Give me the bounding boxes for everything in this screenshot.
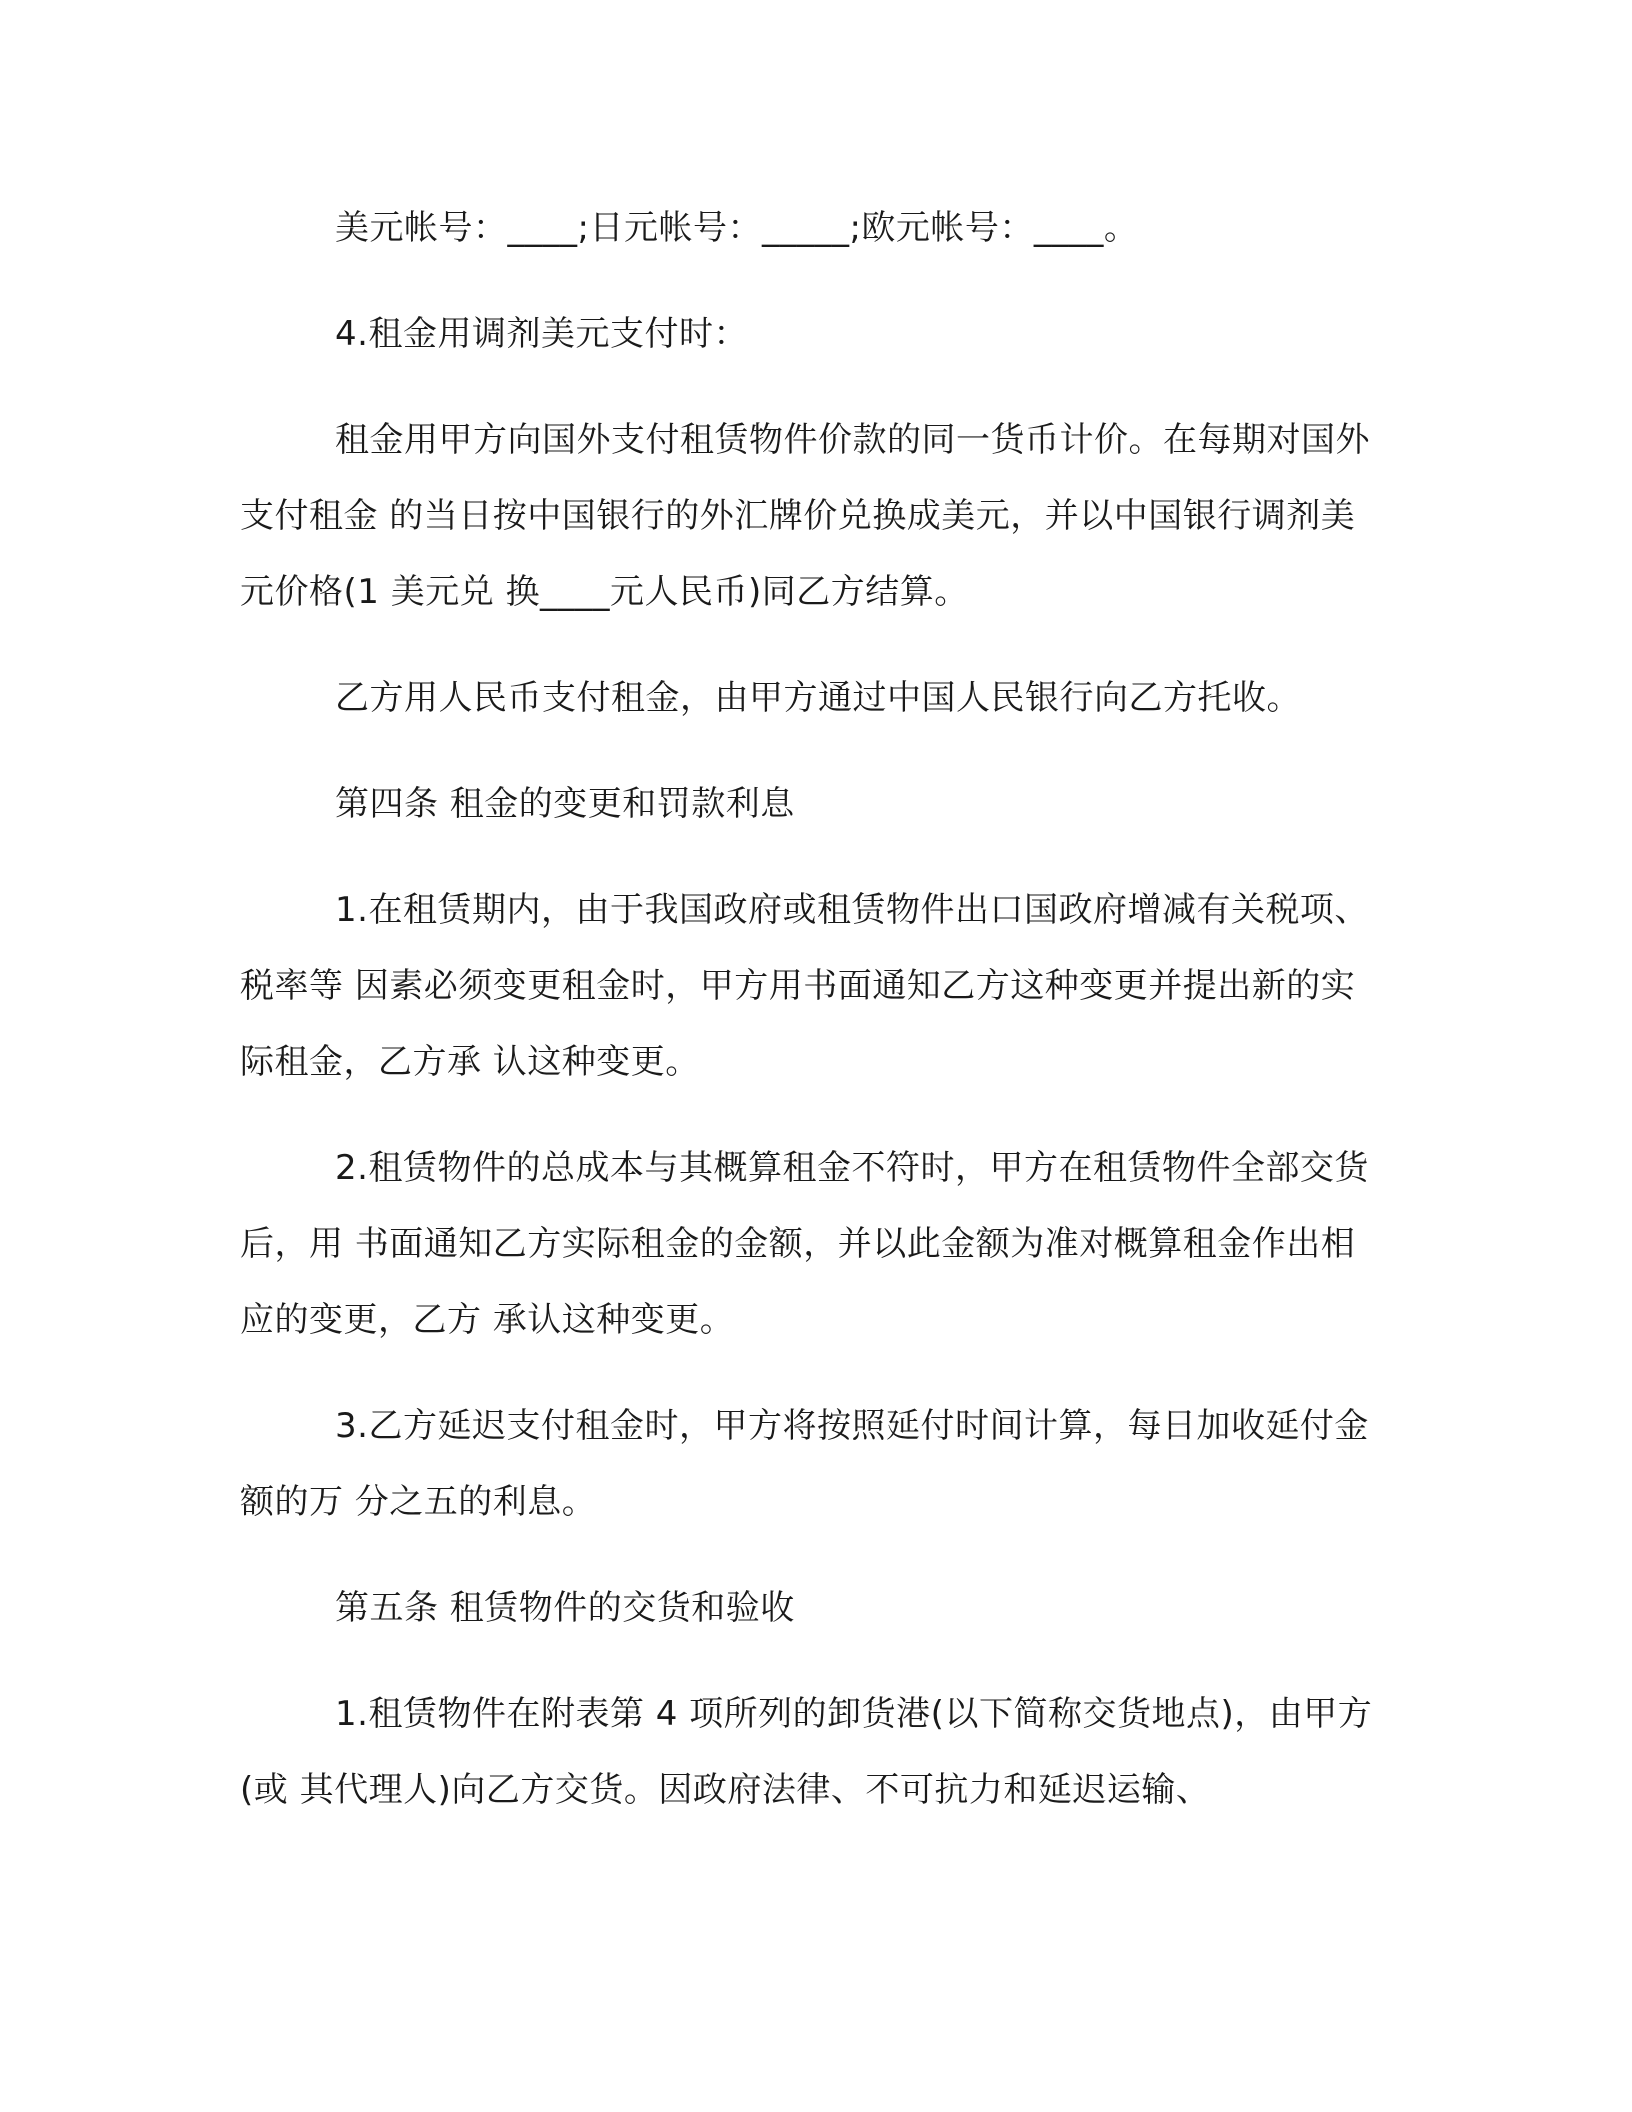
- article-four-heading: 第四条 租金的变更和罚款利息: [335, 784, 795, 824]
- paragraph-rent-change-cost: 2.租赁物件的总成本与其概算租金不符时，甲方在租赁物件全部交货后，用 书面通知乙方实际租金的金额，并以此金额为准对概算租金作出相应的变更，乙方 承认这种变更。: [240, 1148, 1369, 1340]
- paragraph-delivery-port: 1.租赁物件在附表第 4 项所列的卸货港(以下简称交货地点)，由甲方(或 其代理人)向乙方交货。因政府法律、不可抗力和延迟运输、: [240, 1694, 1373, 1810]
- paragraph-adjusted-usd-payment: 4.租金用调剂美元支付时：: [335, 314, 748, 354]
- document-page: [240, 190, 1380, 1858]
- article-five-heading: 第五条 租赁物件的交货和验收: [335, 1588, 795, 1628]
- paragraph-rent-currency-pricing: 租金用甲方向国外支付租赁物件价款的同一货币计价。在每期对国外支付租金 的当日按中国银行的外汇牌价兑换成美元，并以中国银行调剂美元价格(1 美元兑 换____元人民币)同乙方结算。: [240, 420, 1370, 612]
- paragraph-account-numbers: 美元帐号：____;日元帐号：_____;欧元帐号：____。: [335, 208, 1139, 248]
- paragraph-rmb-payment: 乙方用人民币支付租金，由甲方通过中国人民银行向乙方托收。: [335, 678, 1301, 718]
- paragraph-rent-change-tax: 1.在租赁期内，由于我国政府或租赁物件出口国政府增减有关税项、税率等 因素必须变更租金时，甲方用书面通知乙方这种变更并提出新的实际租金，乙方承 认这种变更。: [240, 890, 1369, 1082]
- paragraph-late-interest: 3.乙方延迟支付租金时，甲方将按照延付时间计算，每日加收延付金额的万 分之五的利息。: [240, 1406, 1369, 1522]
